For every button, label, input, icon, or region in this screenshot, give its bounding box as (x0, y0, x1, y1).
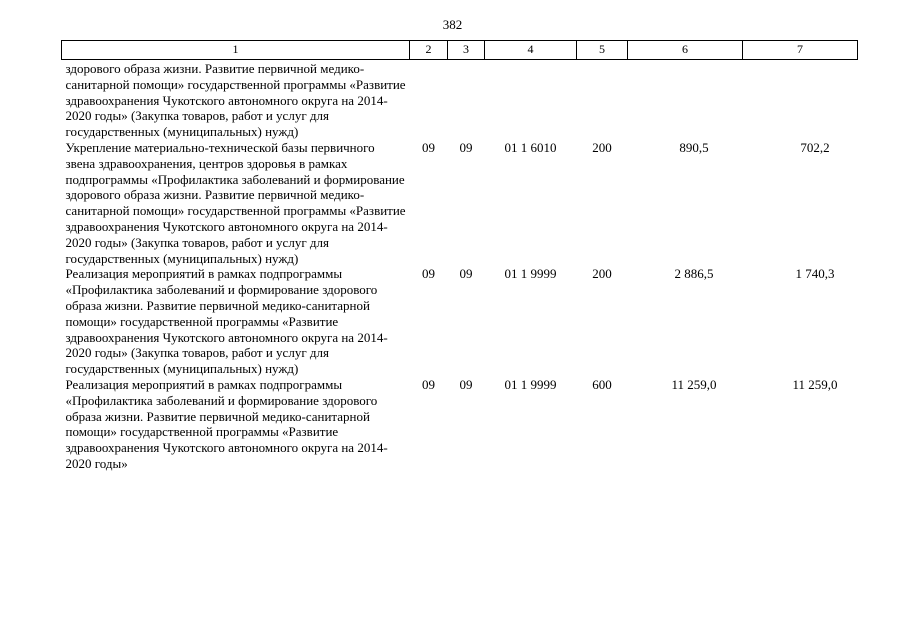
row-amount-col7: 1 740,3 (795, 266, 835, 282)
row-subsection (448, 60, 485, 140)
column-header-4: 4 (485, 41, 577, 60)
row-subsection: 09 (459, 266, 473, 282)
table-header (62, 41, 858, 60)
row-expense-type: 200 (592, 266, 612, 282)
row-section: 09 (422, 376, 435, 392)
row-target-article (485, 60, 577, 140)
row-subsection: 09 (459, 139, 473, 155)
row-amount-col6 (628, 60, 743, 140)
row-target-article: 01 1 6010 (504, 139, 557, 155)
column-header-1: 1 (62, 41, 410, 60)
row-description: Реализация мероприятий в рамках подпрограммы «Профилактика заболеваний и формирование здорового образа жизни. Развитие первичной медико-санитарной помощи» государственной программы «Развитие здравоохранения Чукотского автономного округа на 2014-2020 годы» (65, 376, 388, 471)
row-expense-type (577, 60, 628, 140)
row-section: 09 (422, 266, 435, 282)
budget-table (61, 40, 858, 472)
table-row (62, 60, 858, 140)
row-amount-col7 (743, 60, 858, 140)
row-target-article: 01 1 9999 (504, 376, 557, 392)
row-amount-col7: 11 259,0 (792, 376, 838, 392)
table-row (62, 266, 858, 377)
row-amount-col6: 890,5 (679, 139, 709, 155)
row-description: Укрепление материально-технической базы первичного звена здравоохранения, центров здоровья в рамках подпрограммы «Профилактика заболеваний и формирование здорового образа жизни. Развитие первичной медико-санитарной помощи» государственной программы «Развитие здравоохранения Чукотского автономного округа на 2014-2020 годы» (Закупка товаров, работ и услуг для государственных (муниципальных) нужд) (65, 139, 406, 266)
row-expense-type: 200 (592, 139, 612, 155)
row-subsection: 09 (459, 376, 473, 392)
table-body (62, 60, 858, 472)
column-header-6: 6 (628, 41, 743, 60)
row-description: Реализация мероприятий в рамках подпрограммы «Профилактика заболеваний и формирование здорового образа жизни. Развитие первичной медико-санитарной помощи» государственной программы «Развитие здравоохранения Чукотского автономного округа на 2014-2020 годы» (Закупка товаров, работ и услуг для государственных (муниципальных) нужд) (65, 266, 388, 377)
row-expense-type: 600 (592, 376, 612, 392)
table-row (62, 140, 858, 266)
page-number: 382 (442, 17, 463, 32)
column-header-5: 5 (577, 41, 628, 60)
row-amount-col7: 702,2 (800, 139, 830, 155)
column-header-3: 3 (448, 41, 485, 60)
row-description: здорового образа жизни. Развитие первичной медико-санитарной помощи» государственной программы «Развитие здравоохранения Чукотского автономного округа на 2014-2020 годы» (Закупка товаров, работ и услуг для государственных (муниципальных) нужд) (65, 61, 406, 140)
table-row (62, 377, 858, 472)
row-amount-col6: 2 886,5 (674, 266, 714, 282)
row-section (410, 60, 448, 140)
row-section: 09 (422, 139, 435, 155)
row-amount-col6: 11 259,0 (671, 376, 717, 392)
header-row (62, 41, 858, 60)
column-header-2: 2 (410, 41, 448, 60)
row-target-article: 01 1 9999 (504, 266, 557, 282)
column-header-7: 7 (743, 41, 858, 60)
